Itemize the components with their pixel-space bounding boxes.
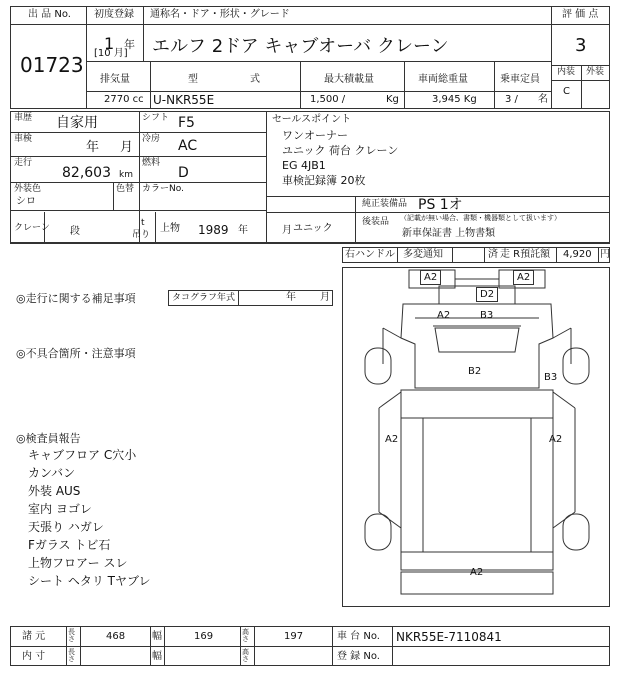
mileage-change-label: 多変通知 [403, 249, 443, 260]
deposit-value: 4,920 [563, 249, 592, 260]
mileage-unit: km [119, 170, 133, 180]
sales-point-label: セールスポイント [272, 114, 352, 125]
ac-label: 冷房 [142, 134, 161, 144]
width-label: 幅 [152, 631, 162, 642]
sales-line: ワンオーナー [282, 129, 348, 142]
capacity-value: 3 / [505, 94, 518, 105]
lot-label: 出 品 No. [28, 9, 71, 20]
spec-label-displacement: 排気量 [100, 74, 130, 85]
deposit-unit: 円 [600, 249, 610, 260]
body-month-unit: 月 [282, 225, 292, 236]
inspector-line: キャブフロア C穴小 [28, 448, 137, 462]
ext-color-value: シロ [16, 196, 36, 207]
car-name: エルフ 2ドア キャブオーバ クレーン [152, 36, 449, 57]
first-reg-label: 初度登録 [94, 9, 134, 20]
damage-mark: A2 [549, 434, 563, 445]
damage-mark: A2 [513, 270, 534, 285]
truck-outline [343, 268, 609, 606]
body-label: 上物 [160, 223, 180, 234]
genuine-value: PS 1オ [418, 197, 463, 213]
sales-line: 車検記録簿 20枚 [282, 174, 366, 187]
score-value: 3 [575, 35, 587, 56]
odometer-deposit-label: 走 R預託額 [500, 249, 551, 260]
crane-stage-unit: 段 [70, 226, 80, 237]
aftermarket-label: 後装品 [362, 217, 390, 227]
damage-mark: B3 [480, 310, 494, 321]
damage-mark: A2 [470, 567, 484, 578]
genuine-label: 純正装備品 [362, 199, 408, 209]
sales-line: ユニック 荷台 クレーン [282, 144, 399, 157]
fuel-value: D [178, 165, 189, 181]
damage-mark: D2 [476, 287, 498, 302]
lot-number: 01723 [20, 53, 84, 77]
color-no-label: カラーNo. [142, 184, 184, 194]
gross-weight-value: 3,945 Kg [432, 94, 477, 105]
inspection-year: 年 [86, 140, 100, 155]
width2-label: 幅 [152, 651, 162, 662]
max-load-unit: Kg [386, 94, 399, 105]
len2-label: 長さ [68, 648, 75, 663]
exterior-label: 外装 [586, 67, 605, 77]
length-value: 468 [106, 631, 126, 642]
score-label: 評 価 点 [562, 9, 599, 20]
spec-label-gross-weight: 車両総重量 [418, 74, 468, 85]
spec-label-max-load: 最大積載量 [324, 74, 374, 85]
name-label: 通称名・ドア・形状・グレード [150, 9, 290, 20]
interior-label: 内装 [557, 67, 576, 77]
body-year: 1989 [198, 223, 229, 237]
sales-line: EG 4JB1 [282, 159, 326, 172]
height2-label: 高さ [242, 648, 249, 663]
len-label: 長さ [68, 628, 75, 643]
reg-no-label: 登 録 No. [337, 651, 380, 662]
crane-ton-unit: t [141, 218, 145, 228]
inner-dims-label: 内 寸 [22, 651, 46, 662]
first-reg-month: [10 月] [94, 48, 128, 59]
tacho-label: タコグラフ年式 [172, 293, 236, 303]
mileage-change-done: 済 [488, 249, 498, 260]
inspector-line: カンバン [28, 466, 76, 480]
inspector-line: 室内 ヨゴレ [28, 502, 92, 516]
ac-value: AC [178, 138, 198, 154]
inspector-line: シート ヘタリ Tヤブレ [28, 574, 151, 588]
height-label: 高さ [242, 628, 249, 643]
body-year-unit: 年 [238, 225, 248, 236]
inspector-label: ◎検査員報告 [16, 432, 81, 445]
color-change-label: 色替 [116, 184, 135, 194]
model-value: U-NKR55E [153, 93, 215, 107]
max-load-value: 1,500 / [310, 94, 346, 105]
aftermarket-note: （記載が無い場合、書類・機器類として扱います） [400, 214, 561, 222]
rhd-label: 右ハンドル [345, 249, 395, 260]
inspector-line: 天張り ハガレ [28, 520, 104, 534]
displacement-value: 2770 cc [104, 94, 144, 105]
spec-label-type: 式 [250, 74, 260, 85]
dims-label: 諸 元 [22, 631, 46, 642]
shift-label: シフト [142, 113, 170, 123]
inspector-line: 外装 AUS [28, 484, 81, 498]
history-label: 車歴 [14, 113, 33, 123]
damage-mark: A2 [420, 270, 441, 285]
damage-mark: B2 [468, 366, 482, 377]
inspection-label: 車検 [14, 134, 33, 144]
chassis-value: NKR55E-7110841 [396, 630, 502, 644]
damage-mark: B3 [544, 372, 558, 383]
capacity-unit: 名 [538, 94, 548, 105]
tacho-month-unit: 月 [320, 292, 330, 303]
ext-color-label: 外装色 [14, 184, 42, 194]
chassis-label: 車 台 No. [337, 631, 380, 642]
fuel-label: 燃料 [142, 158, 161, 168]
spec-label-model: 型 [188, 74, 198, 85]
crane-hang-unit: 吊り [132, 230, 151, 240]
defect-label: ◎不具合箇所・注意事項 [16, 347, 136, 360]
mileage-label: 走行 [14, 158, 33, 168]
inspector-line: 上物フロアー スレ [28, 556, 128, 570]
shift-value: F5 [178, 115, 195, 131]
body-maker: ユニック [293, 223, 333, 234]
spec-label-capacity: 乗車定員 [500, 74, 540, 85]
height-value: 197 [284, 631, 304, 642]
first-reg-year: 1 [104, 34, 115, 53]
supplement-label: ◎走行に関する補足事項 [16, 292, 136, 305]
tacho-year-unit: 年 [286, 292, 296, 303]
width-value: 169 [194, 631, 214, 642]
damage-mark: A2 [437, 310, 451, 321]
crane-label: クレーン [14, 223, 50, 233]
inspection-month: 月 [120, 140, 134, 155]
interior-grade: C [563, 86, 570, 97]
year-unit: 年 [124, 38, 135, 51]
history-value: 自家用 [56, 115, 98, 131]
damage-mark: A2 [385, 434, 399, 445]
mileage-value: 82,603 [62, 165, 111, 181]
damage-diagram [342, 267, 610, 607]
aftermarket-value: 新車保証書 上物書類 [402, 228, 496, 239]
inspector-line: Fガラス トビ石 [28, 538, 111, 552]
